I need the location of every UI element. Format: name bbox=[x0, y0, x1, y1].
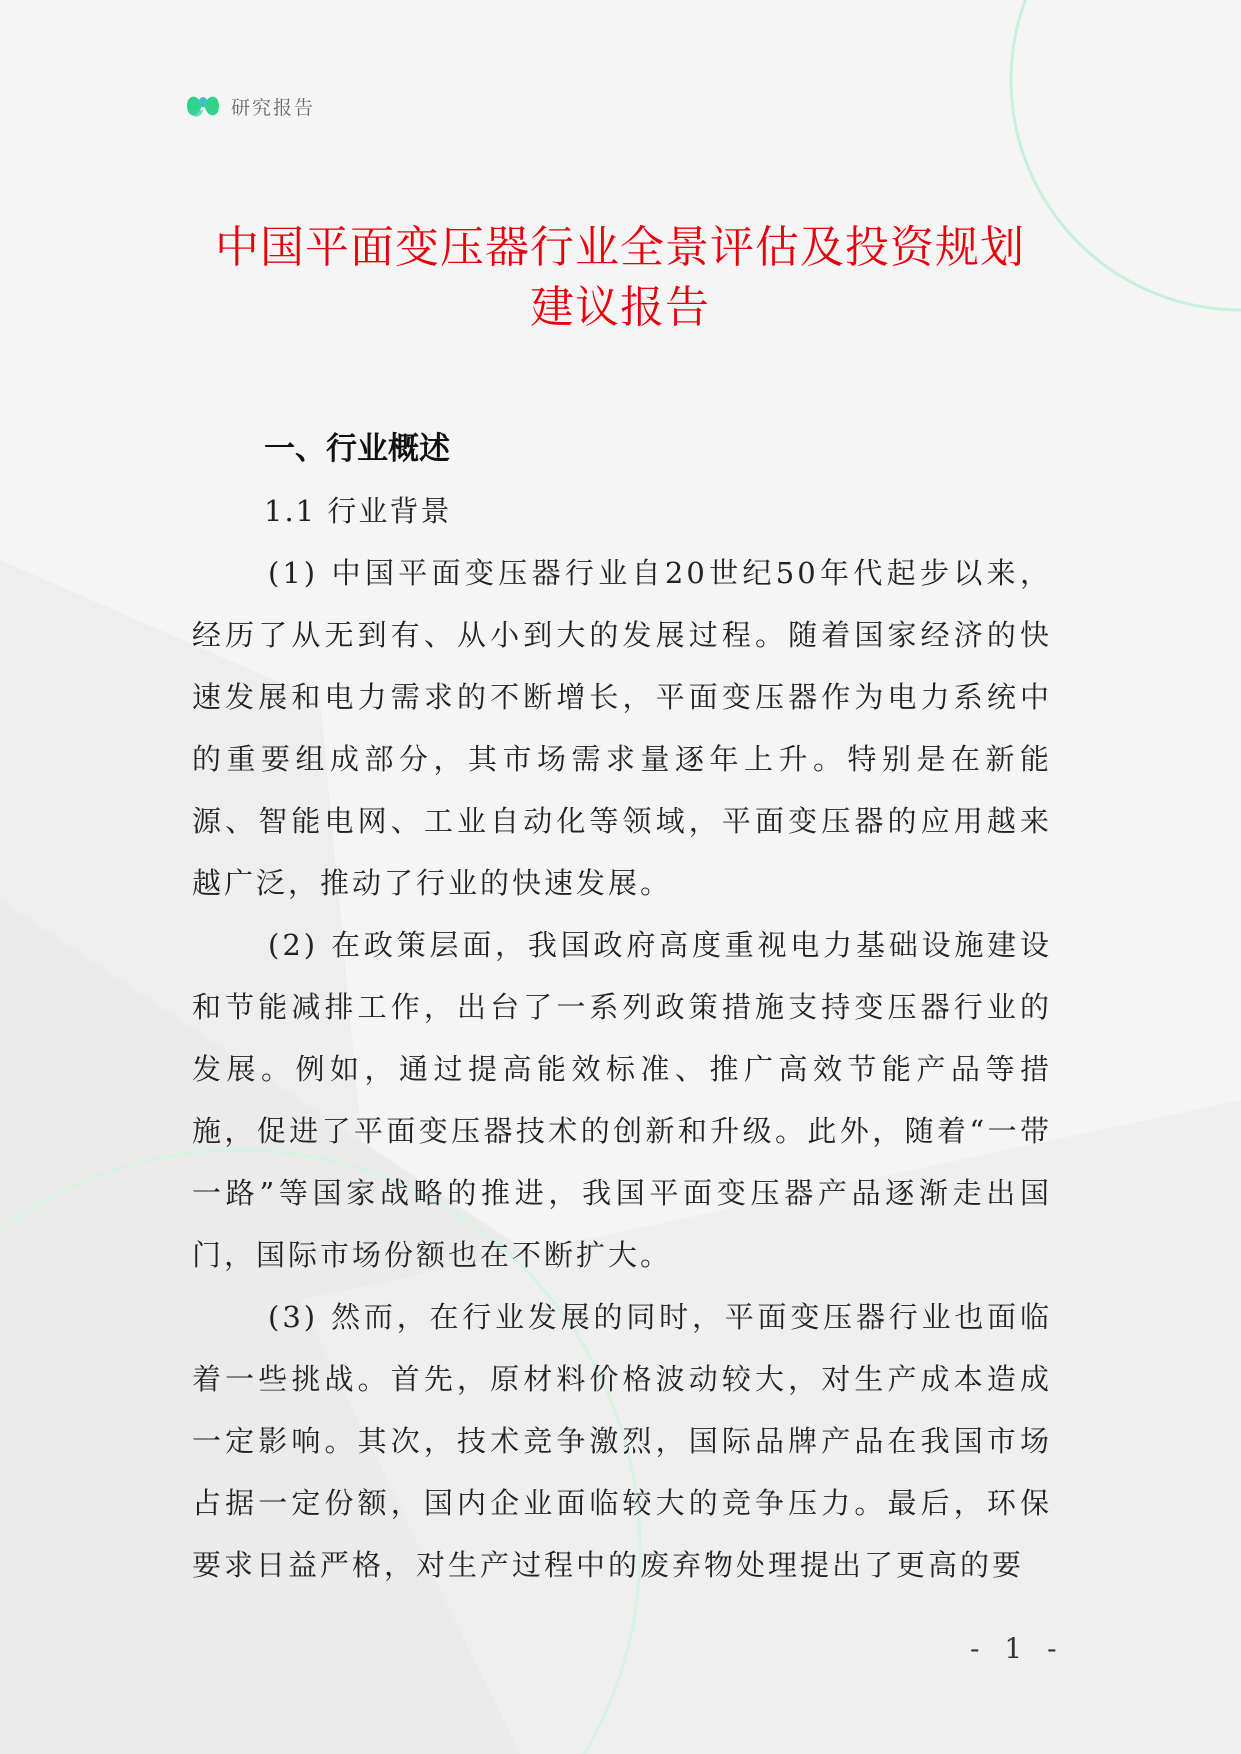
page-number: - 1 - bbox=[970, 1632, 1065, 1665]
title-line-1: 中国平面变压器行业全景评估及投资规划 bbox=[215, 222, 1025, 273]
paragraph-1: (1) 中国平面变压器行业自20世纪50年代起步以来，经历了从无到有、从小到大的发展过程。随着国家经济的快速发展和电力需求的不断增长，平面变压器作为电力系统中的重要组成部分，其市场需求量逐年上升。特别是在新能源、智能电网、工业自动化等领域，平面变压器的应用越来越广泛，推动了行业的快速发展。 bbox=[192, 556, 1052, 900]
title-line-2: 建议报告 bbox=[530, 282, 710, 333]
paragraph-3: (3) 然而，在行业发展的同时，平面变压器行业也面临着一些挑战。首先，原材料价格波动较大，对生产成本造成一定影响。其次，技术竞争激烈，国际品牌产品在我国市场占据一定份额，国内企业面临较大的竞争压力。最后，环保要求日益严格，对生产过程中的废弃物处理提出了更高的要 bbox=[192, 1300, 1052, 1582]
document-title bbox=[140, 218, 1100, 338]
document-body bbox=[192, 418, 1052, 1596]
section-heading: 一、行业概述 bbox=[264, 431, 450, 467]
brand-label: 研究报告 bbox=[231, 96, 316, 119]
report-header bbox=[185, 88, 315, 124]
subsection-heading: 1.1 行业背景 bbox=[264, 494, 452, 528]
brand-logo-icon bbox=[185, 90, 221, 122]
paragraph-2: (2) 在政策层面，我国政府高度重视电力基础设施建设和节能减排工作，出台了一系列政策措施支持变压器行业的发展。例如，通过提高能效标准、推广高效节能产品等措施，促进了平面变压器技术的创新和升级。此外，随着“一带一路”等国家战略的推进，我国平面变压器产品逐渐走出国门，国际市场份额也在不断扩大。 bbox=[192, 928, 1052, 1272]
